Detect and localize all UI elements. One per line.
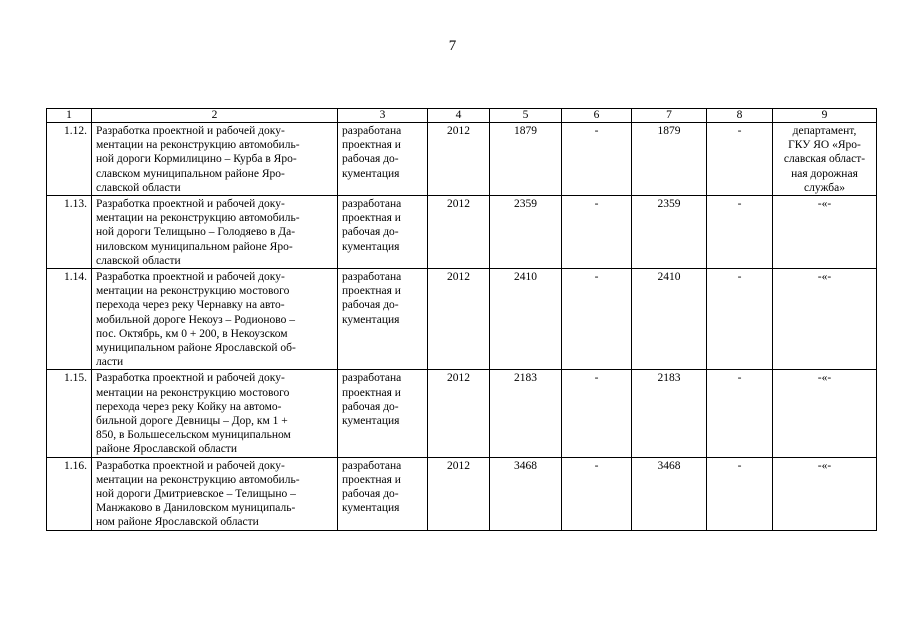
item-status-line: кументация (342, 313, 400, 326)
item-col-5: 3468 (490, 457, 562, 530)
table-row (47, 457, 877, 530)
item-col-6: - (562, 370, 632, 457)
item-status-line: рабочая до- (342, 400, 399, 413)
item-col-6: - (562, 457, 632, 530)
item-description (92, 123, 338, 196)
item-number: 1.15. (47, 370, 92, 457)
item-status-line: кументация (342, 415, 400, 428)
item-description-line: ниловском муниципальном районе Яро- (96, 240, 293, 253)
item-description-line: Разработка проектной и рабочей доку- (96, 198, 285, 211)
item-description-line: Разработка проектной и рабочей доку- (96, 125, 285, 137)
item-col-6: - (562, 269, 632, 370)
item-number: 1.12. (47, 123, 92, 196)
col-header-3: 3 (338, 109, 428, 123)
item-description-line: муниципальном районе Ярославской об- (96, 342, 296, 355)
item-col-8: - (707, 196, 773, 269)
item-description-line: перехода через реку Койку на автомо- (96, 400, 282, 413)
item-status-line: разработана (342, 198, 402, 211)
item-description-line: бильной дороге Девницы – Дор, км 1 + (96, 415, 288, 428)
table-row (47, 370, 877, 457)
item-col-7: 2183 (632, 370, 707, 457)
item-description (92, 269, 338, 370)
header-row (47, 109, 877, 123)
program-table (46, 108, 877, 531)
item-responsible-line: служба» (804, 181, 845, 194)
col-header-8: 8 (707, 109, 773, 123)
item-year: 2012 (428, 269, 490, 370)
item-status-line: разработана (342, 125, 402, 137)
item-description-line: ной дороги Дмитриевское – Телищыно – (96, 488, 296, 501)
item-col-5: 2359 (490, 196, 562, 269)
item-description-line: Разработка проектной и рабочей доку- (96, 372, 285, 385)
item-responsible-line: -«- (817, 459, 832, 472)
item-description-line: Манжаково в Даниловском муниципаль- (96, 502, 296, 515)
item-status-line: разработана (342, 271, 402, 284)
item-description-line: Разработка проектной и рабочей доку- (96, 271, 285, 284)
item-description-line: мобильной дороге Некоуз – Родионово – (96, 313, 296, 326)
item-year: 2012 (428, 457, 490, 530)
item-status-line: кументация (342, 502, 400, 515)
item-col-5: 2410 (490, 269, 562, 370)
item-responsible (773, 457, 877, 530)
item-col-7: 2359 (632, 196, 707, 269)
item-description (92, 196, 338, 269)
item-number: 1.16. (47, 457, 92, 530)
col-header-5: 5 (490, 109, 562, 123)
item-status-line: проектная и (342, 285, 401, 298)
col-header-6: 6 (562, 109, 632, 123)
item-description-line: ментации на реконструкцию автомобиль- (96, 473, 300, 486)
item-col-6: - (562, 123, 632, 196)
table-row (47, 269, 877, 370)
item-description (92, 457, 338, 530)
item-responsible (773, 370, 877, 457)
item-status (338, 123, 428, 196)
item-number: 1.13. (47, 196, 92, 269)
item-description-line: ном районе Ярославской области (96, 516, 259, 529)
col-header-2: 2 (92, 109, 338, 123)
item-status (338, 196, 428, 269)
item-col-8: - (707, 269, 773, 370)
item-col-6: - (562, 196, 632, 269)
item-responsible-line: -«- (817, 271, 832, 284)
item-description-line: ласти (96, 356, 124, 369)
item-status-line: проектная и (342, 473, 401, 486)
item-col-5: 1879 (490, 123, 562, 196)
item-responsible-line: славская област- (783, 153, 866, 166)
item-description-line: славской области (96, 254, 181, 267)
item-description-line: районе Ярославской области (96, 443, 237, 456)
item-description-line: ментации на реконструкцию автомобиль- (96, 212, 300, 225)
item-col-5: 2183 (490, 370, 562, 457)
item-responsible-line: ная дорожная (791, 167, 858, 180)
item-responsible-line: департамент, (792, 125, 857, 137)
item-responsible (773, 123, 877, 196)
item-description-line: славской области (96, 181, 181, 194)
item-responsible-line: -«- (817, 372, 832, 385)
item-number: 1.14. (47, 269, 92, 370)
item-status-line: проектная и (342, 139, 401, 152)
item-responsible (773, 269, 877, 370)
item-status-line: проектная и (342, 212, 401, 225)
item-description-line: ментации на реконструкцию мостового (96, 285, 290, 298)
item-description-line: 850, в Большесельском муниципальном (96, 429, 291, 442)
item-status-line: рабочая до- (342, 299, 399, 312)
item-status-line: рабочая до- (342, 226, 399, 239)
item-year: 2012 (428, 370, 490, 457)
item-description-line: ной дороги Телищыно – Голодяево в Да- (96, 226, 296, 239)
item-status-line: рабочая до- (342, 153, 399, 166)
item-col-8: - (707, 457, 773, 530)
table-row (47, 123, 877, 196)
item-responsible-line: ГКУ ЯО «Яро- (788, 139, 861, 152)
item-description-line: пос. Октябрь, км 0 + 200, в Некоузском (96, 327, 288, 340)
item-description-line: Разработка проектной и рабочей доку- (96, 459, 285, 472)
item-description (92, 370, 338, 457)
item-description-line: ной дороги Кормилицино – Курба в Яро- (96, 153, 297, 166)
item-col-7: 3468 (632, 457, 707, 530)
item-description-line: ментации на реконструкцию автомобиль- (96, 139, 300, 152)
item-status-line: кументация (342, 167, 400, 180)
item-responsible (773, 196, 877, 269)
item-description-line: перехода через реку Чернавку на авто- (96, 299, 285, 312)
item-responsible-line: -«- (817, 198, 832, 211)
page-number: 7 (448, 38, 457, 54)
item-status (338, 370, 428, 457)
col-header-7: 7 (632, 109, 707, 123)
col-header-9: 9 (773, 109, 877, 123)
item-status-line: рабочая до- (342, 488, 399, 501)
item-year: 2012 (428, 123, 490, 196)
item-status-line: кументация (342, 240, 400, 253)
col-header-4: 4 (428, 109, 490, 123)
item-col-7: 1879 (632, 123, 707, 196)
col-header-1: 1 (47, 109, 92, 123)
item-col-8: - (707, 123, 773, 196)
item-status (338, 457, 428, 530)
item-status-line: разработана (342, 459, 402, 472)
item-status (338, 269, 428, 370)
item-description-line: славском муниципальном районе Яро- (96, 167, 285, 180)
item-description-line: ментации на реконструкцию мостового (96, 386, 290, 399)
table-row (47, 196, 877, 269)
item-col-7: 2410 (632, 269, 707, 370)
item-status-line: разработана (342, 372, 402, 385)
item-status-line: проектная и (342, 386, 401, 399)
item-year: 2012 (428, 196, 490, 269)
item-col-8: - (707, 370, 773, 457)
